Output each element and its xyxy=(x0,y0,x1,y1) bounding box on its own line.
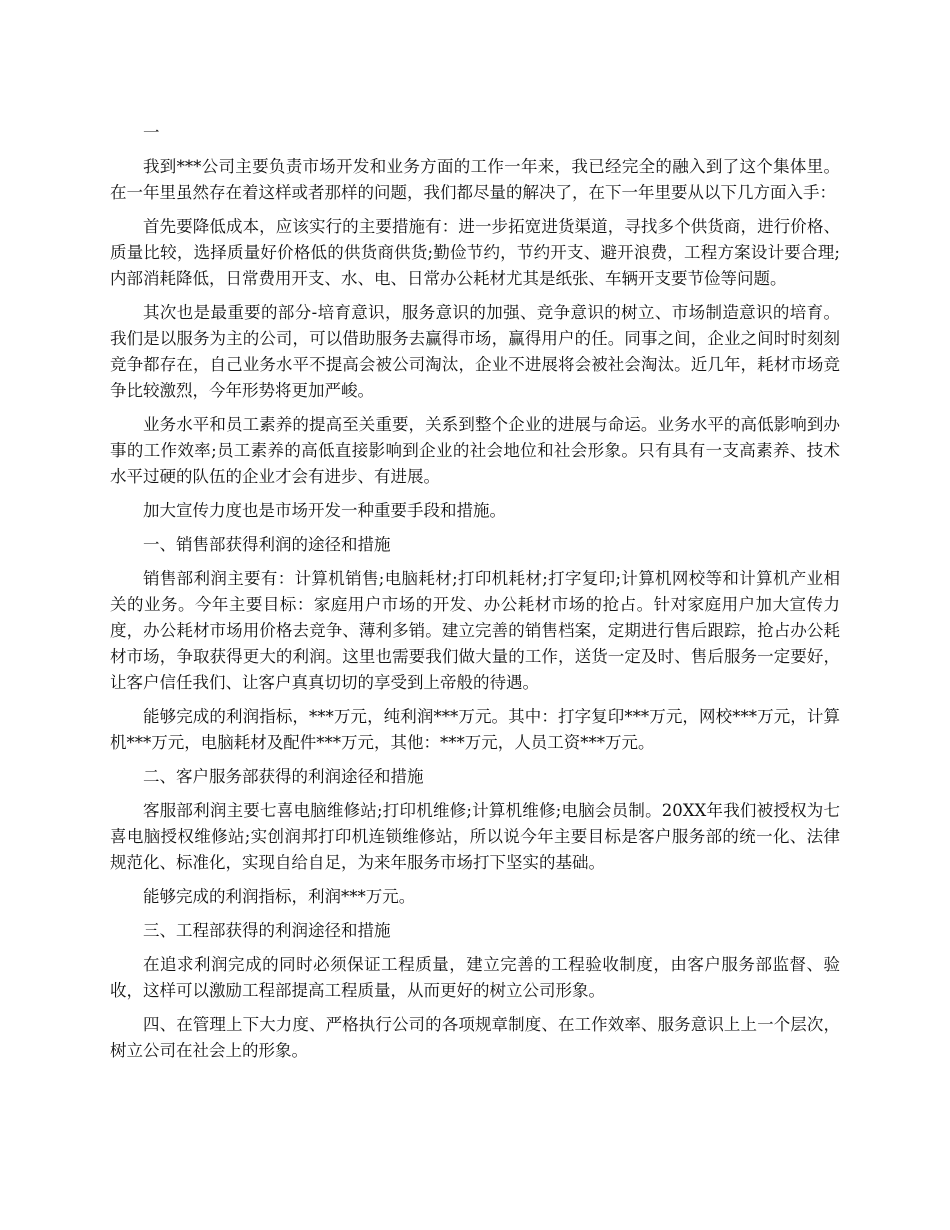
paragraph-sales-profit: 销售部利润主要有：计算机销售;电脑耗材;打印机耗材;打字复印;计算机网校等和计算机产业相关的业务。今年主要目标：家庭用户市场的开发、办公耗材市场的抢占。针对家庭用户加大宣传力度，办公耗材市场用价格去竞争、薄利多销。建立完善的销售档案，定期进行售后跟踪，抢占办公耗材市场，争取获得更大的利润。这里也需要我们做大量的工作，送货一定及时、售后服务一定要好，让客户信任我们、让客户真真切切的享受到上帝般的待遇。 xyxy=(110,569,840,692)
paragraph-customer-service-targets: 能够完成的利润指标，利润***万元。 xyxy=(143,887,416,906)
section-heading-customer-service: 二、客户服务部获得的利润途径和措施 xyxy=(143,767,424,786)
paragraph-reduce-cost: 首先要降低成本，应该实行的主要措施有：进一步拓宽进货渠道，寻找多个供货商，进行价格、质量比较，选择质量好价格低的供货商供货;勤俭节约，节约开支、避开浪费，工程方案设计要合理;内部消耗降低，日常费用开支、水、电、日常办公耗材尤其是纸张、车辆开支要节俭等问题。 xyxy=(110,217,840,288)
paragraph-sales-targets: 能够完成的利润指标，***万元，纯利润***万元。其中：打字复印***万元，网校***万元，计算机***万元，电脑耗材及配件***万元，其他：***万元，人员工资***万元。 xyxy=(110,707,840,752)
paragraph-engineering: 在追求利润完成的同时必须保证工程质量，建立完善的工程验收制度，由客户服务部监督、验收，这样可以激励工程部提高工程质量，从而更好的树立公司形象。 xyxy=(110,955,840,1000)
paragraph-management: 四、在管理上下大力度、严格执行公司的各项规章制度、在工作效率、服务意识上上一个层次，树立公司在社会上的形象。 xyxy=(110,1015,840,1060)
document-body xyxy=(110,120,840,1072)
section-heading-sales: 一、销售部获得利润的途径和措施 xyxy=(143,535,391,554)
section-heading-engineering: 三、工程部获得的利润途径和措施 xyxy=(143,921,391,940)
paragraph-customer-service-profit: 客服部利润主要七喜电脑维修站;打印机维修;计算机维修;电脑会员制。20XX年我们被授权为七喜电脑授权维修站;实创润邦打印机连锁维修站，所以说今年主要目标是客户服务部的统一化、法律规范化、标准化，实现自给自足，为来年服务市场打下坚实的基础。 xyxy=(110,801,840,872)
paragraph-intro: 我到***公司主要负责市场开发和业务方面的工作一年来，我已经完全的融入到了这个集体里。在一年里虽然存在着这样或者那样的问题，我们都尽量的解决了，在下一年里要从以下几方面入手： xyxy=(110,157,840,202)
paragraph-staff-quality: 业务水平和员工素养的提高至关重要，关系到整个企业的进展与命运。业务水平的高低影响到办事的工作效率;员工素养的高低直接影响到企业的社会地位和社会形象。只有具有一支高素养、技术水平过硬的队伍的企业才会有进步、有进展。 xyxy=(110,415,840,486)
paragraph-awareness: 其次也是最重要的部分-培育意识，服务意识的加强、竞争意识的树立、市场制造意识的培育。我们是以服务为主的公司，可以借助服务去赢得市场，赢得用户的任。同事之间，企业之间时时刻刻竞争都存在，自己业务水平不提高会被公司淘汰，企业不进展将会被社会淘汰。近几年，耗材市场竞争比较激烈，今年形势将更加严峻。 xyxy=(110,303,840,400)
heading-mark: 一 xyxy=(143,123,160,142)
paragraph-publicity: 加大宣传力度也是市场开发一种重要手段和措施。 xyxy=(143,501,506,520)
